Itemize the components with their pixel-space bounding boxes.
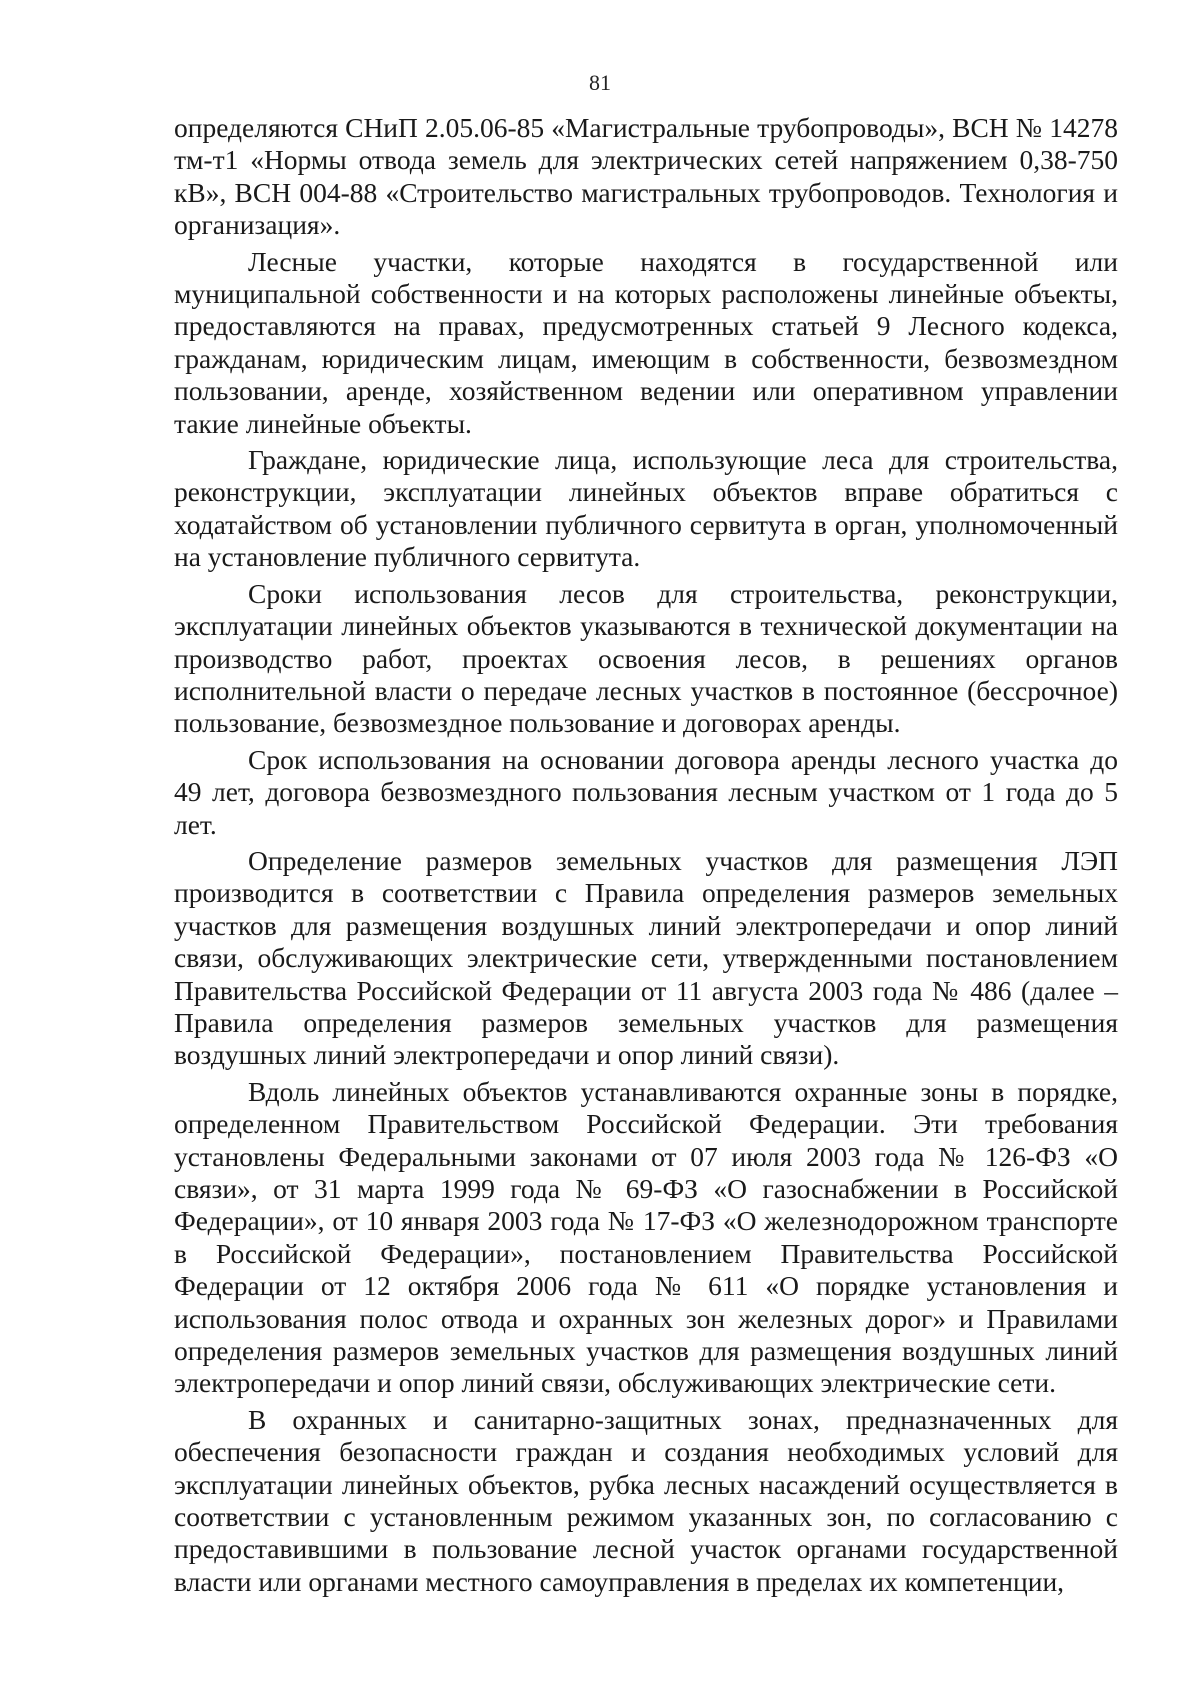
paragraph: Срок использования на основании договора аренды лесного участка до 49 лет, договора безвозмездного пользования лесным участком от 1 года до 5 лет.	[174, 743, 1118, 840]
paragraph: Лесные участки, которые находятся в государственной или муниципальной собственности и на которых расположены линейные объекты, предоставляются на правах, предусмотренных статьей 9 Лесного кодекса, гражданам, юридическим лицам, имеющим в собственности, безвозмездном пользовании, аренде, хозяйственном ведении или оперативном управлении такие линейные объекты.	[174, 245, 1118, 439]
paragraph: Граждане, юридические лица, использующие леса для строительства, реконструкции, эксплуатации линейных объектов вправе обратиться с ходатайством об установлении публичного сервитута в орган, уполномоченный на установление публичного сервитута.	[174, 444, 1118, 573]
document-body	[174, 112, 1118, 1602]
paragraph-continued: определяются СНиП 2.05.06-85 «Магистральные трубопроводы», ВСН № 14278 тм-т1 «Нормы отвода земель для электрических сетей напряжением 0,38-750 кВ», ВСН 004-88 «Строительство магистральных трубопроводов. Технология и организация».	[174, 112, 1118, 241]
paragraph: Сроки использования лесов для строительства, реконструкции, эксплуатации линейных объектов указываются в технической документации на производство работ, проектах освоения лесов, в решениях органов исполнительной власти о передаче лесных участков в постоянное (бессрочное) пользование, безвозмездное пользование и договорах аренды.	[174, 577, 1118, 739]
paragraph: В охранных и санитарно-защитных зонах, предназначенных для обеспечения безопасности граждан и создания необходимых условий для эксплуатации линейных объектов, рубка лесных насаждений осуществляется в соответствии с установленным режимом указанных зон, по согласованию с предоставившими в пользование лесной участок органами государственной власти или органами местного самоуправления в пределах их компетенции,	[174, 1403, 1118, 1597]
paragraph: Определение размеров земельных участков для размещения ЛЭП производится в соответствии с Правила определения размеров земельных участков для размещения воздушных линий электропередачи и опор линий связи, обслуживающих электрические сети, утвержденными постановлением Правительства Российской Федерации от 11 августа 2003 года № 486 (далее – Правила определения размеров земельных участков для размещения воздушных линий электропередачи и опор линий связи).	[174, 844, 1118, 1071]
paragraph: Вдоль линейных объектов устанавливаются охранные зоны в порядке, определенном Правительством Российской Федерации. Эти требования установлены Федеральными законами от 07 июля 2003 года № 126-ФЗ «О связи», от 31 марта 1999 года № 69-ФЗ «О газоснабжении в Российской Федерации», от 10 января 2003 года № 17-ФЗ «О железнодорожном транспорте в Российской Федерации», постановлением Правительства Российской Федерации от 12 октября 2006 года № 611 «О порядке установления и использования полос отвода и охранных зон железных дорог» и Правилами определения размеров земельных участков для размещения воздушных линий электропередачи и опор линий связи, обслуживающих электрические сети.	[174, 1075, 1118, 1399]
page-number: 81	[589, 70, 611, 95]
